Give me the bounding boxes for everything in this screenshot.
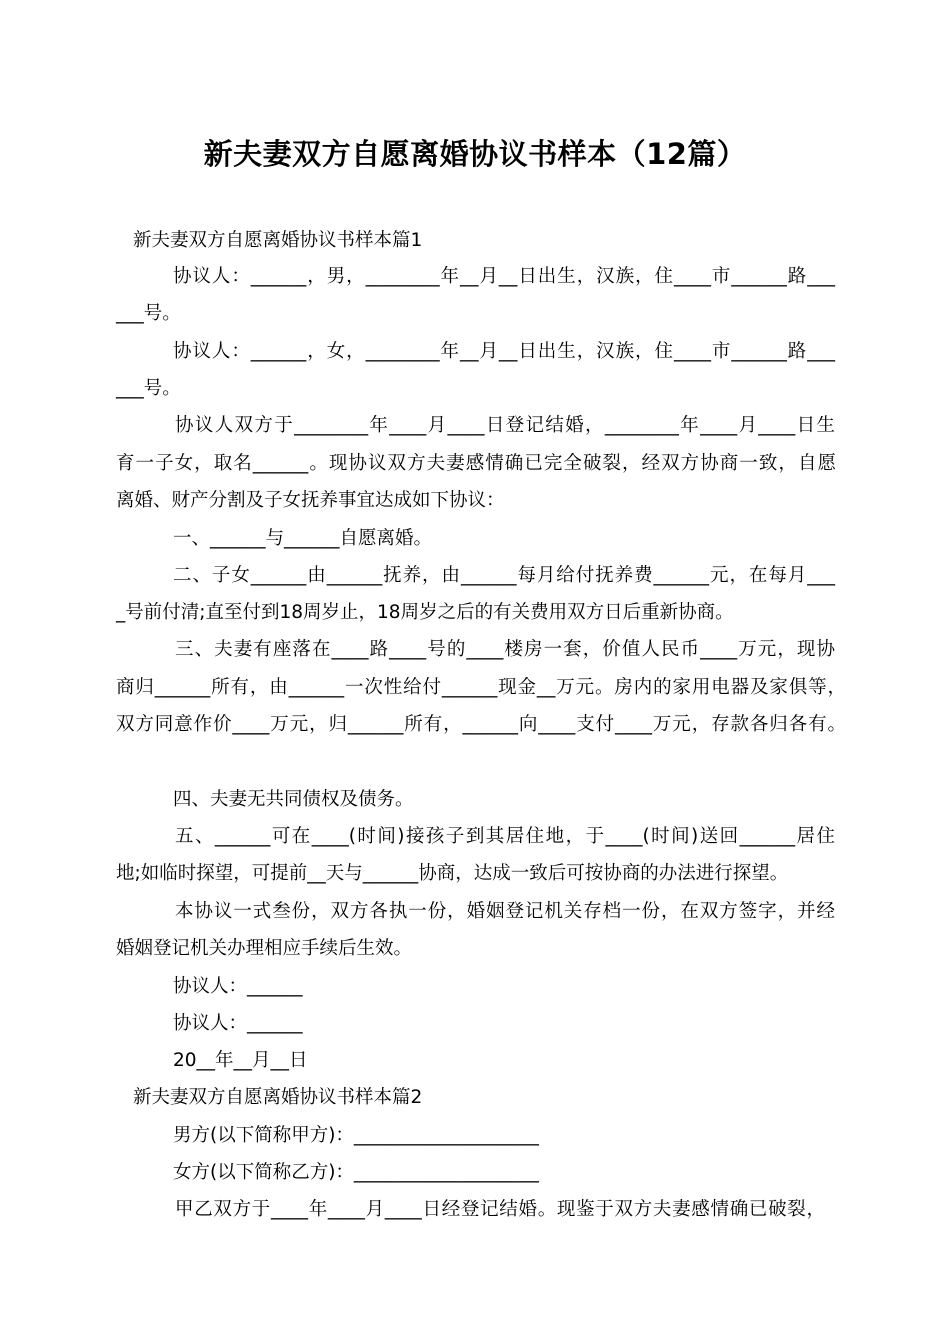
paragraph-line: 四、夫妻无共同债权及债务。 (173, 789, 414, 810)
paragraph-line: 协议人双方于________年____月____日登记结婚，________年____月____日生 (175, 415, 835, 436)
paragraph-line: ___号。 (116, 378, 181, 399)
paragraph-line: _号前付清;直至付到18周岁止，18周岁之后的有关费用双方日后重新协商。 (116, 602, 734, 623)
paragraph-line: ___号。 (116, 303, 181, 324)
paragraph-line: 三、夫妻有座落在____路____号的____楼房一套，价值人民币____万元，现协 (175, 639, 835, 660)
document-title: 新夫妻双方自愿离婚协议书样本（12篇） (203, 137, 747, 171)
signature-line: 协议人：______ (173, 1013, 303, 1034)
paragraph-line: 育一子女，取名______。现协议双方夫妻感情确已完全破裂，经双方协商一致，自愿 (116, 453, 836, 474)
paragraph-line: 婚姻登记机关办理相应手续后生效。 (116, 938, 413, 959)
paragraph-line: 协议人：______，女，________年__月__日出生，汉族，住____市______路___ (173, 341, 835, 362)
paragraph-line: 二、子女______由______抚养，由______每月给付抚养费______元，在每月___ (173, 565, 835, 586)
paragraph-line: 一、______与______自愿离婚。 (173, 528, 433, 549)
paragraph-line: 双方同意作价____万元，归______所有，______向____支付____万元，存款各归各有。 (116, 714, 846, 735)
signature-line: 协议人：______ (173, 976, 303, 997)
section-heading-1: 新夫妻双方自愿离婚协议书样本篇1 (133, 230, 423, 251)
paragraph-line: 甲乙双方于____年____月____日经登记结婚。现鉴于双方夫妻感情确已破裂， (175, 1199, 825, 1220)
paragraph-line: 本协议一式叁份，双方各执一份，婚姻登记机关存档一份，在双方签字，并经 (175, 901, 835, 922)
paragraph-line: 离婚、财产分割及子女抚养事宜达成如下协议： (116, 490, 505, 511)
paragraph-line: 女方(以下简称乙方)：____________________ (173, 1162, 539, 1183)
date-line: 20__年__月__日 (173, 1050, 308, 1071)
paragraph-line: 地;如临时探望，可提前__天与______协商，达成一致后可按协商的办法进行探望。 (116, 863, 789, 884)
paragraph-line: 协议人：______，男，________年__月__日出生，汉族，住____市______路___ (173, 266, 835, 287)
paragraph-line: 五、______可在____(时间)接孩子到其居住地，于____(时间)送回______居住 (175, 826, 835, 847)
paragraph-line: 商归______所有，由______一次性给付______现金__万元。房内的家用电器及家俱等， (116, 677, 846, 698)
section-heading-2: 新夫妻双方自愿离婚协议书样本篇2 (133, 1087, 423, 1108)
paragraph-line: 男方(以下简称甲方)：____________________ (173, 1125, 539, 1146)
